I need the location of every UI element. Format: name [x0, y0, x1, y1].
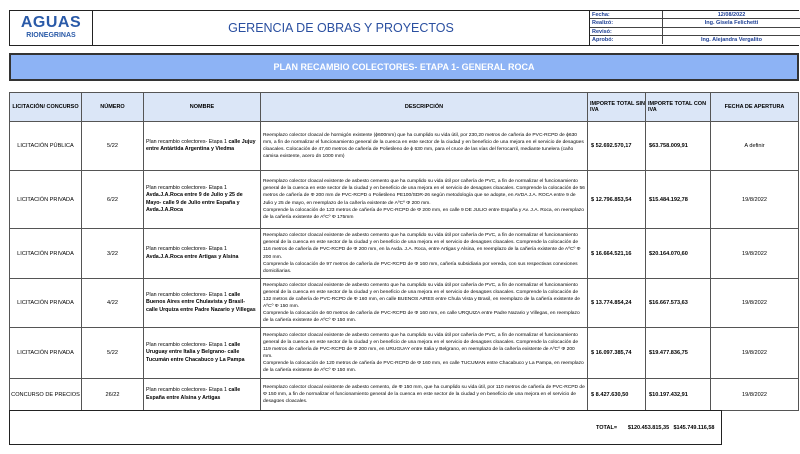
cell-descripcion: Reemplazo colector cloacal existente de asbesto cemento, de Φ 150 mm, que ha cumplido su vida útil, por 110 metros de cañería de PVC-RCPD de Φ 150 mm, a fin de normalizar el funcionamiento general de la cuenca en este sector de la ciudad y en beneficio de una mejora en el servicio de desagües cloacales. [261, 379, 588, 411]
nombre-location: Avda.J.A.Roca entre 9 de Julio y 25 de Mayo- calle 9 de Julio entre España y Avda.J.A.Roca [146, 192, 243, 213]
cell-importe-con-iva: $19.477.836,75 [646, 328, 711, 379]
meta-row-reviso [590, 28, 800, 36]
col-importe-sin-iva: IMPORTE TOTAL SIN IVA [588, 93, 646, 122]
cell-importe-con-iva: $16.667.573,63 [646, 279, 711, 328]
cell-numero: 5/22 [82, 328, 144, 379]
cell-fecha-apertura: 19/8/2022 [711, 279, 799, 328]
col-fecha-apertura: FECHA DE APERTURA [711, 93, 799, 122]
cell-descripcion: Reemplazo colector cloacal existente de asbesto cemento que ha cumplido su vida útil por cañería de PVC, a fin de normalizar el funcionamiento general de la cuenca en este sector de la ciudad y en beneficio de una mejora en el servicio de desagües cloacales. Comprende la colocación de 119 metros de cañería de PVC-RCPD de Φ 200 mm, en URUGUAY entre Italia y Belgrano, en reemplazo de la cañería existente de AºCº Φ 200 mm. Comprende la colocación de 120 metros de cañería de PVC-RCPD de Φ 160 mm, en calle TUCUMAN entre Chacabuco y La Pampa, en reemplazo de la cañería existente de AºCº Φ 150 mm. [261, 328, 588, 379]
meta-label: Realizó: [590, 19, 663, 26]
cell-importe-sin-iva: $ 13.774.854,24 [588, 279, 646, 328]
page-title: GERENCIA DE OBRAS Y PROYECTOS [93, 11, 590, 45]
cell-numero: 5/22 [82, 122, 144, 171]
nombre-prefix: Plan recambio colectores- Etapa 1 [146, 138, 227, 145]
meta-value [663, 28, 800, 35]
table-header-row [10, 93, 799, 122]
cell-numero: 6/22 [82, 171, 144, 229]
cell-numero: 3/22 [82, 229, 144, 279]
cell-descripcion: Reemplazo colector cloacal existente de asbesto cemento que ha cumplido su vida útil por cañería de PVC, a fin de normalizar el funcionamiento general de la cuenca en este sector de la ciudad y en beneficio de una mejora en el servicio de desagües cloacales. Comprende la colocación de 56 metros de cañería de Φ 200 mm de PVC-RCPD o Polietileno PE100/SDR-26 según metodología que se adopte, en AVDA J.A. ROCA entre 9 de Julio y 25 de mayo, en reemplazo de la cañería existente de AºCº Φ 200 mm. Comprende la colocación de 123 metros de cañería de PVC-RCPD de Φ 200 mm, en calle 9 DE JULIO entre España y Av. J.A. Roca, en reemplazo de la cañería existente de AºCº Φ 175mm [261, 171, 588, 229]
col-importe-con-iva: IMPORTE TOTAL CON IVA [646, 93, 711, 122]
cell-licitacion: LICITACIÓN PRIVADA [10, 279, 82, 328]
table-row [10, 379, 799, 411]
col-descripcion: DESCRIPCIÓN [261, 93, 588, 122]
cell-numero: 4/22 [82, 279, 144, 328]
cell-importe-sin-iva: $ 12.796.853,54 [588, 171, 646, 229]
nombre-prefix: Plan recambio colectores- Etapa 1 [146, 246, 227, 253]
cell-nombre [144, 279, 261, 328]
nombre-prefix: Plan recambio colectores- Etapa 1 [146, 342, 227, 349]
cell-numero: 26/22 [82, 379, 144, 411]
cell-descripcion: Reemplazo colector cloacal de hormigón existente (ϕ600mm) que ha cumplido su vida útil, por 230,20 metros de cañeria de PVC-RCPD de ϕ630 mm, a fin de normalizar el funcionamiento general de la cuenca en este sector de la ciudad y en beneficio de una mejora en el servicio de desagües cloacales. Colocación de 47,60 metros de cañería de Polietileno de ϕ 630 mm, para el cruce de las vías del ferrocarril, mediante tunelera (caño camisa existente, acero dn 1000 mm) [261, 122, 588, 171]
cell-licitacion: CONCURSO DE PRECIOS [10, 379, 82, 411]
cell-nombre [144, 171, 261, 229]
table-row [10, 171, 799, 229]
nombre-location: calle Buenos Aires entre Chulavista y Brasil- calle Urquiza entre Padre Nazario y Villegas [146, 292, 256, 313]
meta-value: Ing. Gisela Felichetti [704, 20, 759, 27]
nombre-location: calle Jujuy entre Antártida Argentina y Viedma [146, 138, 256, 152]
table-row [10, 279, 799, 328]
plan-banner: PLAN RECAMBIO COLECTORES- ETAPA 1- GENERAL ROCA [9, 53, 799, 81]
nombre-prefix: Plan recambio colectores- Etapa 1 [146, 185, 227, 192]
logo-text-bottom: RIONEGRINAS [26, 32, 76, 39]
approval-block [590, 11, 800, 45]
col-numero: NÚMERO [82, 93, 144, 122]
meta-row-aprobo [590, 36, 800, 44]
logo-text-top: AGUAS [20, 14, 82, 31]
aguas-rionegrinas-logo [10, 11, 93, 45]
cell-licitacion: LICITACIÓN PRIVADA [10, 229, 82, 279]
cell-importe-con-iva: $63.758.009,91 [646, 122, 711, 171]
nombre-location: calle España entre Alsina y Artigas [146, 387, 241, 401]
cell-licitacion: LICITACIÓN PRIVADA [10, 328, 82, 379]
total-con-iva: $145.749.116,58 [673, 425, 715, 431]
cell-fecha-apertura: 19/8/2022 [711, 171, 799, 229]
nombre-location: calle Uruguay entre Italia y Belgrano- calle Tucumán entre Chacabuco y La Pampa [146, 342, 245, 363]
cell-fecha-apertura: 19/8/2022 [711, 328, 799, 379]
meta-label: Fecha: [590, 11, 663, 18]
cell-fecha-apertura: 19/8/2022 [711, 379, 799, 411]
col-nombre: NOMBRE [144, 93, 261, 122]
cell-nombre [144, 328, 261, 379]
meta-value: 12/08/2022 [717, 12, 746, 18]
cell-licitacion: LICITACIÓN PRIVADA [10, 171, 82, 229]
nombre-location: Avda.J.A.Roca entre Artigas y Alsina [146, 253, 239, 260]
nombre-prefix: Plan recambio colectores- Etapa 1 [146, 387, 227, 394]
total-label: TOTAL= [596, 425, 618, 431]
total-sin-iva: $120.453.815,35 [627, 425, 670, 431]
cell-importe-sin-iva: $ 52.692.570,17 [588, 122, 646, 171]
table-row [10, 328, 799, 379]
col-licitacion: LICITACIÓN/ CONCURSO [10, 93, 82, 122]
meta-row-realizo [590, 19, 800, 27]
cell-licitacion: LICITACIÓN PÚBLICA [10, 122, 82, 171]
cell-importe-sin-iva: $ 16.097.385,74 [588, 328, 646, 379]
table-row [10, 229, 799, 279]
works-table [9, 92, 799, 411]
cell-descripcion: Reemplazo colector cloacal existente de asbesto cemento que ha cumplido su vida útil por cañería de PVC, a fin de normalizar el funcionamiento general de la cuenca en este sector de la ciudad y en beneficio de una mejora en el servicio de desagües cloacales. Comprende la colocación de 132 metros de cañería de PVC-RCPD de Φ 160 mm, en calle BUENOS AIRES entre Chula Vista y Brasil, en reemplazo de la cañería existente de AºCº Φ 150 mm. Comprende la colocación de 60 metros de cañería de PVC-RCPD de Φ 160 mm, en calle URQUIZA entre Padre Nazario y Villegas, en reemplazo de la cañería existente de AºCº Φ 150 mm. [261, 279, 588, 328]
cell-importe-con-iva: $10.197.432,91 [646, 379, 711, 411]
cell-importe-sin-iva: $ 16.664.521,16 [588, 229, 646, 279]
meta-label: Aprobó: [590, 36, 663, 44]
cell-importe-con-iva: $20.164.070,60 [646, 229, 711, 279]
cell-fecha-apertura: A definir [711, 122, 799, 171]
nombre-prefix: Plan recambio colectores- Etapa 1 [146, 292, 227, 299]
cell-fecha-apertura: 19/8/2022 [711, 229, 799, 279]
table-row [10, 122, 799, 171]
cell-importe-sin-iva: $ 8.427.630,50 [588, 379, 646, 411]
document-header [9, 10, 799, 46]
cell-nombre [144, 229, 261, 279]
cell-descripcion: Reemplazo colector cloacal existente de asbesto cemento que ha cumplido su vida útil por cañería de PVC, a fin de normalizar el funcionamiento general de la cuenca en este sector de la ciudad y en beneficio de una mejora en el servicio de desagües cloacales. Comprende la colocación de 116 metros de cañería de PVC-RCPD de Φ 200 mm, en la Avda. J.A. Roca, entre Artigas y Alsina, en reemplazo de la cañería existente de AºCº Φ 200 mm. Comprende la colocación de 97 metros de cañería de PVC-RCPD de Φ 160 mm, cañería subsidiaria por vereda, con sus respectivas conexiones domiciliarias. [261, 229, 588, 279]
cell-importe-con-iva: $15.484.192,78 [646, 171, 711, 229]
cell-nombre [144, 379, 261, 411]
cell-nombre [144, 122, 261, 171]
meta-row-fecha [590, 11, 800, 19]
meta-label: Revisó: [590, 28, 663, 35]
meta-value: Ing. Alejandra Vergalito [701, 36, 762, 43]
